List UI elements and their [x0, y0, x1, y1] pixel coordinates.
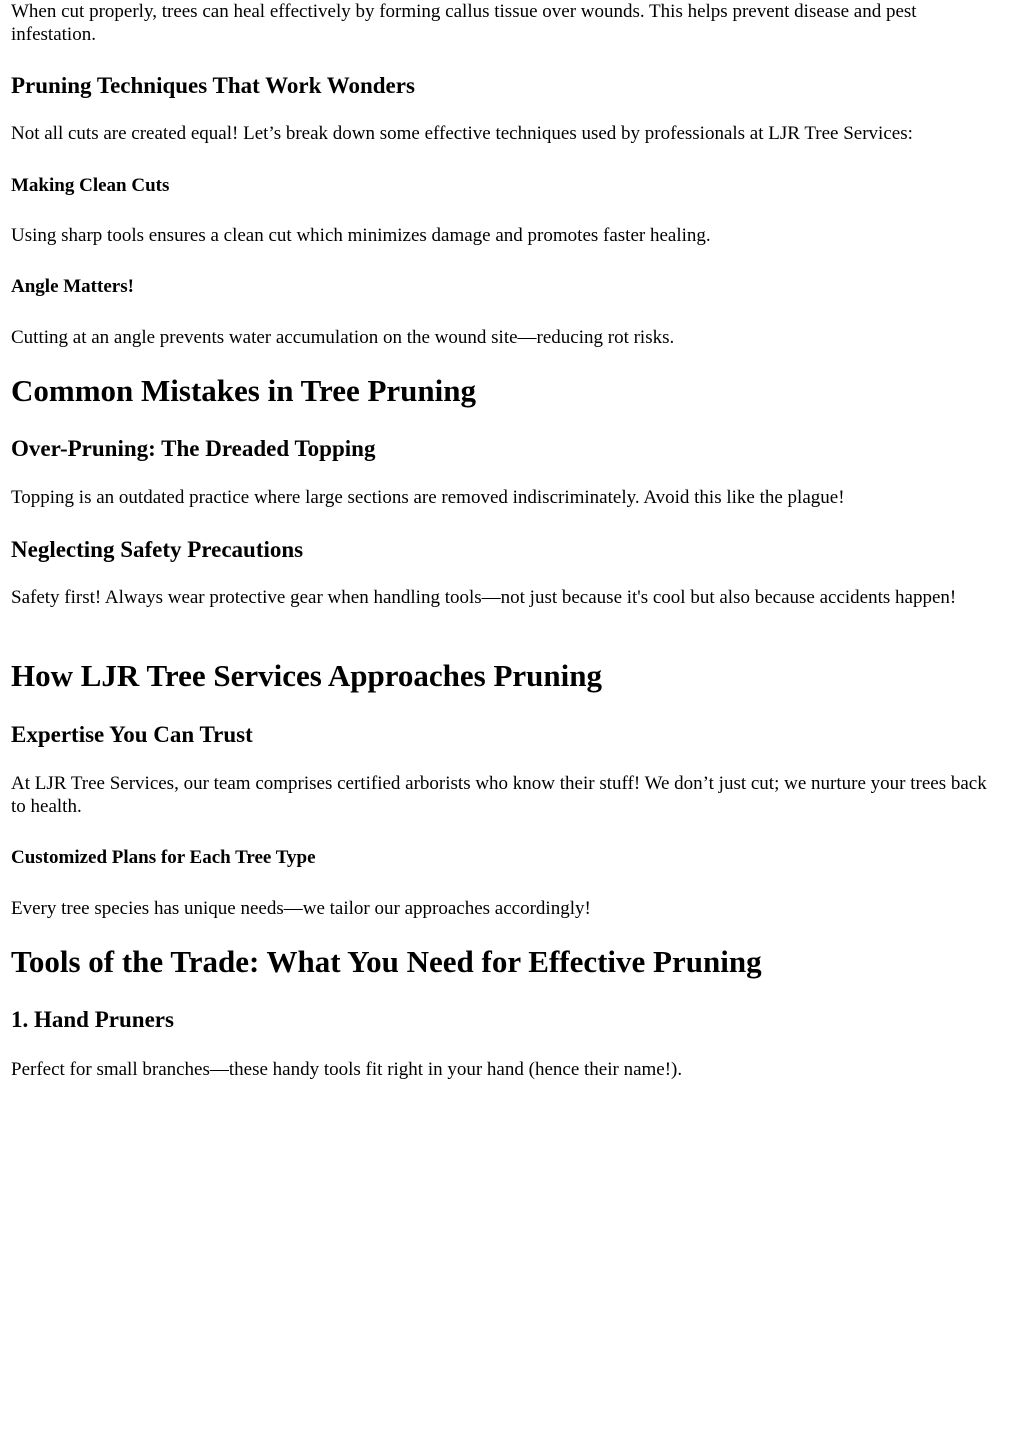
clean-cuts-heading: Making Clean Cuts [11, 175, 170, 196]
over-pruning-paragraph: Topping is an outdated practice where large sections are removed indiscriminately. Avoid this like the plague! [11, 487, 845, 508]
mistakes-heading: Common Mistakes in Tree Pruning [11, 373, 477, 408]
angle-heading: Angle Matters! [11, 276, 134, 297]
angle-paragraph: Cutting at an angle prevents water accumulation on the wound site—reducing rot risks. [11, 327, 675, 348]
approach-heading: How LJR Tree Services Approaches Pruning [11, 658, 603, 693]
hand-pruners-heading: 1. Hand Pruners [11, 1007, 174, 1032]
customized-paragraph: Every tree species has unique needs—we tailor our approaches accordingly! [11, 898, 591, 919]
techniques-heading: Pruning Techniques That Work Wonders [11, 73, 415, 98]
tools-heading: Tools of the Trade: What You Need for Effective Pruning [11, 944, 762, 979]
safety-paragraph: Safety first! Always wear protective gear when handling tools—not just because it's cool but also because accidents happen! [11, 587, 957, 608]
expertise-heading: Expertise You Can Trust [11, 722, 253, 747]
over-pruning-heading: Over-Pruning: The Dreaded Topping [11, 436, 376, 461]
safety-heading: Neglecting Safety Precautions [11, 537, 304, 562]
intro-paragraph: When cut properly, trees can heal effectively by forming callus tissue over wounds. This helps prevent disease and pest infestation. [11, 1, 917, 45]
techniques-paragraph: Not all cuts are created equal! Let’s break down some effective techniques used by professionals at LJR Tree Services: [11, 123, 913, 144]
customized-heading: Customized Plans for Each Tree Type [11, 847, 316, 868]
hand-pruners-paragraph: Perfect for small branches—these handy tools fit right in your hand (hence their name!). [11, 1059, 683, 1080]
clean-cuts-paragraph: Using sharp tools ensures a clean cut which minimizes damage and promotes faster healing. [11, 225, 711, 246]
expertise-paragraph: At LJR Tree Services, our team comprises certified arborists who know their stuff! We don’t just cut; we nurture your trees back to health. [11, 773, 987, 817]
